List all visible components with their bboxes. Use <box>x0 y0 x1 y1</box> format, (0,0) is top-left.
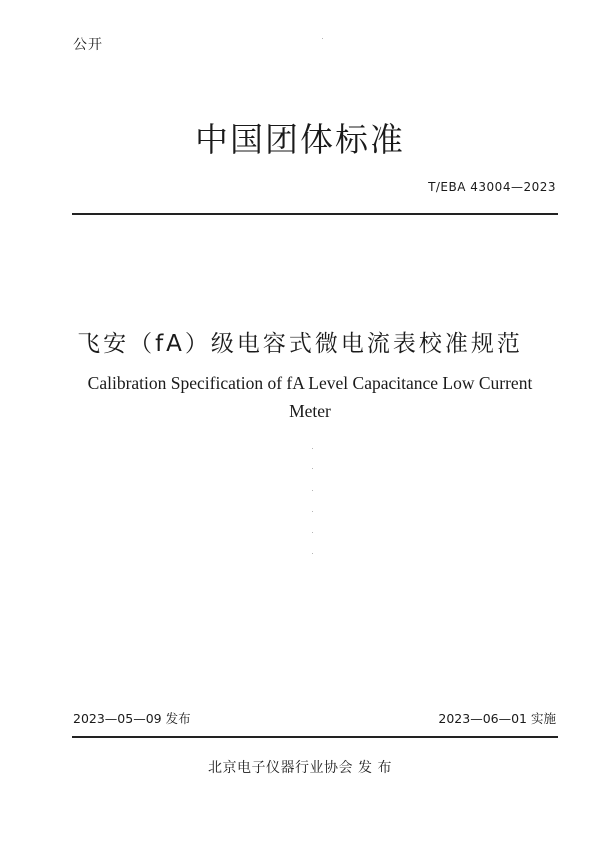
implementation-date: 2023—06—01 实施 <box>438 711 556 726</box>
issuer: 北京电子仪器行业协会 发 布 <box>208 760 392 776</box>
standard-number: T/EBA 43004—2023 <box>428 180 556 194</box>
issue-date: 2023—05—09 发布 <box>73 711 191 726</box>
scan-dot <box>312 553 313 554</box>
title-english: Calibration Specification of fA Level Capacitance Low Current Meter <box>87 373 533 421</box>
scan-dot <box>312 490 313 491</box>
footer-divider <box>72 736 558 738</box>
scan-dot <box>312 511 313 512</box>
scan-dot <box>322 38 323 39</box>
scan-dot <box>312 532 313 533</box>
standard-category: 中国团体标准 <box>195 120 405 159</box>
title-chinese: 飞安（fA）级电容式微电流表校准规范 <box>77 331 523 357</box>
public-mark: 公开 <box>73 37 103 53</box>
scan-dot <box>312 468 313 469</box>
header-divider <box>72 213 558 215</box>
scan-dot <box>312 448 313 449</box>
